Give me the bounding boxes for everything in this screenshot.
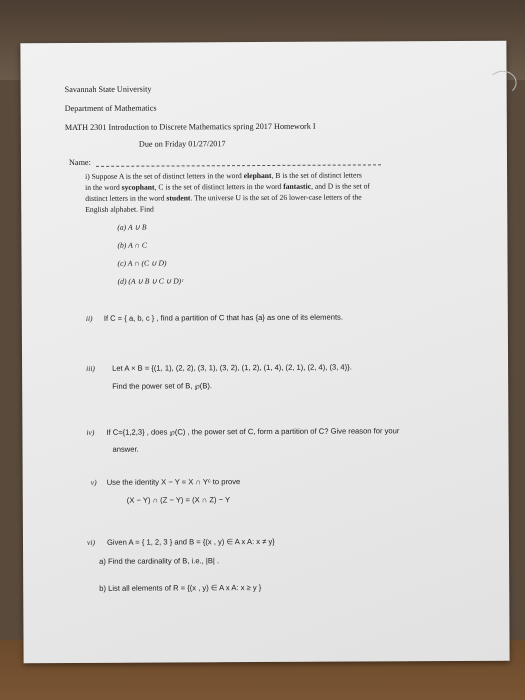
problem-6-text: Given A = { 1, 2, 3 } and B = {(x , y) ∈ A x A: x ≠ y} [106, 536, 275, 547]
problem-1-part-b: (b) A ∩ C [117, 240, 147, 250]
problem-6-part-b: b) List all elements of R = {(x , y) ∈ A x A: x ≥ y } [99, 583, 262, 593]
problem-1-line-3 [85, 192, 361, 202]
problem-6-number: vi) [86, 537, 96, 547]
problem-6-part-a: a) Find the cardinality of B, i.e., |B| . [99, 556, 220, 566]
problem-4-number: iv) [86, 427, 95, 437]
problem-5-formula: (X − Y) ∩ (Z − Y) = (X ∩ Z) − Y [126, 495, 231, 505]
problem-1-line-4: English alphabet. Find [85, 204, 154, 214]
problem-3-text: Let A × B = {(1, 1), (2, 2), (3, 1), (3, 2), (1, 2), (1, 4), (2, 1), (2, 4), (3, 4)}. [112, 362, 352, 373]
problem-1-number: i) [85, 171, 90, 181]
problem-2-number: ii) [85, 313, 93, 323]
problem-3-text-2: Find the power set of B, ℘(B). [112, 381, 213, 391]
homework-sheet [20, 41, 509, 664]
text: , C is the set of distinct letters in the word [154, 181, 284, 192]
name-label: Name: [68, 157, 91, 168]
name-line [96, 164, 381, 166]
problem-3-number: iii) [86, 363, 95, 373]
word-fantastic: fantastic [283, 181, 312, 191]
problem-4-text: If C={1,2,3} , does ℘(C) , the power set of C, form a partition of C? Give reason for your [106, 426, 400, 437]
problem-1-part-d: (d) (A ∪ B ∪ C ∪ D)ᶜ [117, 276, 184, 286]
text: , and D is the set of [311, 181, 370, 191]
problem-1-part-c: (c) A ∩ (C ∪ D) [117, 258, 167, 268]
paper-mark [489, 71, 517, 95]
text: in the word [85, 182, 122, 192]
word-student: student [166, 193, 191, 203]
problem-5-text: Use the identity X − Y = X ∩ Yᶜ to prove [106, 477, 241, 487]
problem-1-line-1 [85, 170, 362, 180]
word-sycophant: sycophant [121, 182, 155, 192]
problem-1-line-2 [85, 181, 370, 191]
course-line: MATH 2301 Introduction to Discrete Mathematics spring 2017 Homework I [64, 121, 316, 133]
text: Suppose A is the set of distinct letters in the word [91, 171, 244, 181]
problem-4-text-2: answer. [112, 444, 139, 454]
department-name: Department of Mathematics [64, 103, 157, 114]
word-elephant: elephant [243, 170, 272, 181]
text: distinct letters in the word [85, 193, 167, 203]
university-name: Savannah State University [64, 84, 152, 95]
problem-2-text: If C = { a, b, c } , find a partition of C that has {a} as one of its elements. [103, 312, 343, 323]
problem-1-part-a: (a) A ∪ B [117, 222, 147, 232]
text: , B is the set of distinct letters [271, 170, 362, 180]
due-date: Due on Friday 01/27/2017 [138, 139, 226, 149]
problem-5-number: v) [90, 477, 97, 487]
text: . The universe U is the set of 26 lower-case letters of the [190, 192, 362, 203]
